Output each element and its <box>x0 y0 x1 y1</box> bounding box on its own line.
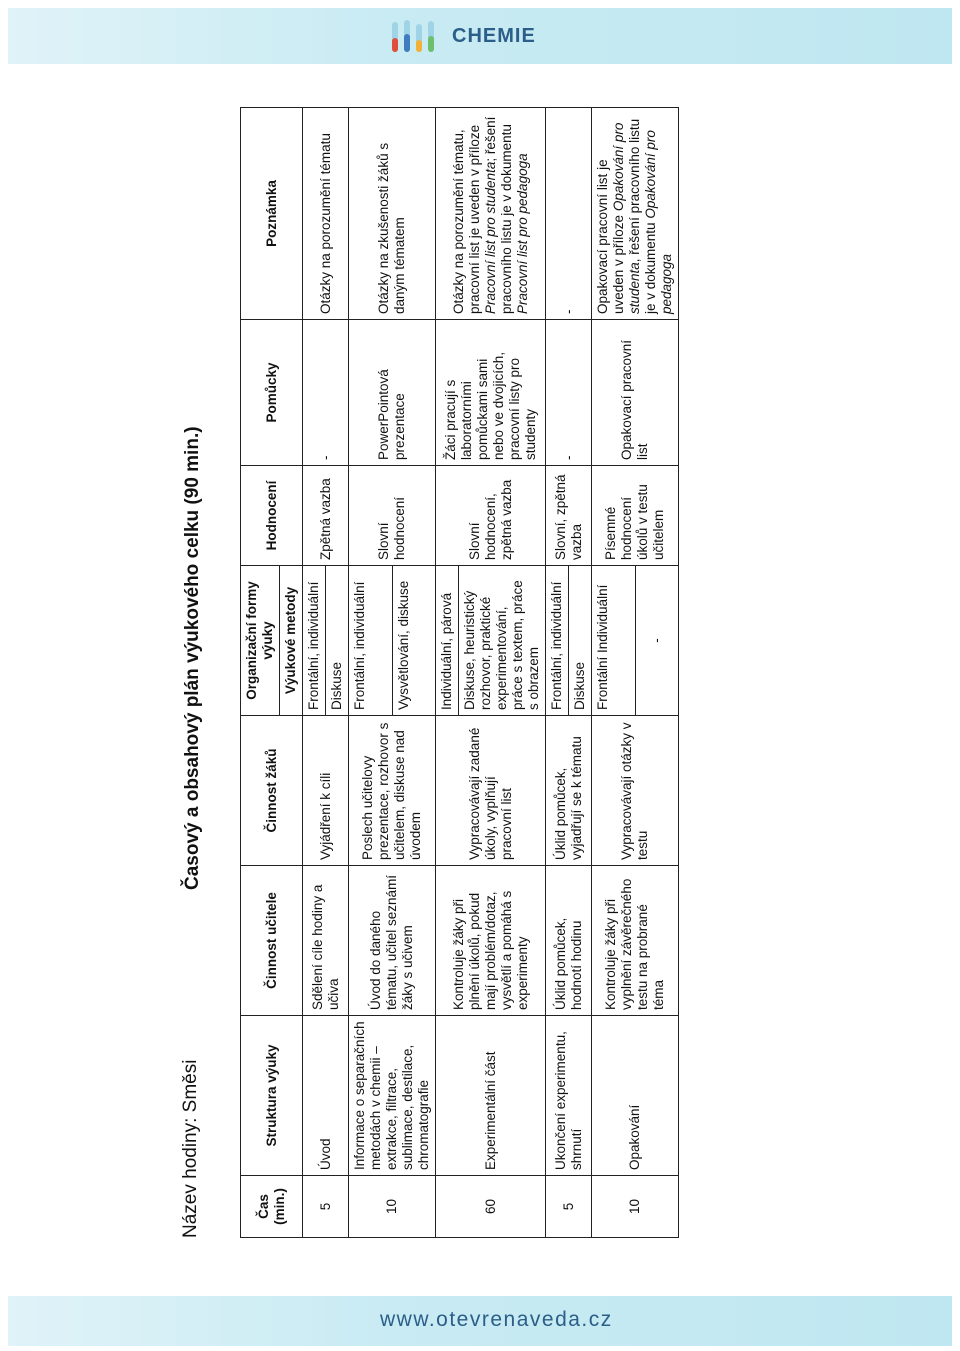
test-tubes-icon <box>388 18 448 58</box>
note-text: Otázky na porozumění tématu, pracovní list je uveden v příloze <box>450 124 482 314</box>
cell-teacher: Kontroluje žáky při vyplnění závěrečného testu na probrané téma <box>592 866 679 1016</box>
note-text: , řešení pracovního listu je v dokumentu <box>627 118 658 314</box>
footer-url[interactable]: www.otevrenaveda.cz <box>380 1308 613 1331</box>
col-header-students: Činnost žáků <box>241 716 303 866</box>
cell-org: Frontální, individuální <box>349 566 393 716</box>
cell-org: Frontální Individuální <box>592 566 636 716</box>
cell-method: Diskuse <box>326 566 349 716</box>
cell-aids: Žáci pracují s laboratorními pomůckami sami nebo ve dvojicích, pracovní listy pro studenty <box>436 320 546 466</box>
cell-structure: Informace o separačních metodách v chemii – extrakce, filtrace, sublimace, destilace, chromatografie <box>349 1016 436 1176</box>
cell-time: 5 <box>303 1176 349 1238</box>
cell-teacher: Úvod do daného tématu, učitel seznámí žáky s učivem <box>349 866 436 1016</box>
cell-structure: Úvod <box>303 1016 349 1176</box>
note-document-name: Pracovní list pro studenta <box>482 161 498 314</box>
cell-time: 10 <box>349 1176 436 1238</box>
cell-aids: Opakovací pracovní list <box>592 320 679 466</box>
note-document-name: Opakování pro studenta <box>611 122 642 314</box>
cell-aids: PowerPointová prezentace <box>349 320 436 466</box>
cell-org: Frontální, individuální <box>546 566 569 716</box>
cell-students: Vyjádření k cíli <box>303 716 349 866</box>
col-header-structure: Struktura výuky <box>241 1016 303 1176</box>
cell-time: 5 <box>546 1176 592 1238</box>
rotated-page-content <box>178 70 960 1250</box>
cell-time: 60 <box>436 1176 546 1238</box>
cell-note: - <box>546 108 592 320</box>
table-row <box>349 108 393 1238</box>
lesson-name: Název hodiny: Směsi <box>180 1059 201 1238</box>
header-banner <box>8 8 952 64</box>
col-header-teacher: Činnost učitele <box>241 866 303 1016</box>
cell-org: Frontální, individuální <box>303 566 326 716</box>
note-text: ; řešení pracovního listu je v dokumentu <box>482 116 514 314</box>
lesson-plan-table <box>240 107 679 1238</box>
note-document-name: Pracovní list pro pedagoga <box>514 153 530 314</box>
note-document-name: Opakování pro pedagoga <box>643 130 674 314</box>
cell-method: Vysvětlování, diskuse <box>392 566 436 716</box>
cell-students: Vypracovávají otázky v testu <box>592 716 679 866</box>
cell-method: - <box>635 566 679 716</box>
table-row <box>436 108 459 1238</box>
cell-note <box>436 108 546 320</box>
subject-label: CHEMIE <box>452 25 536 47</box>
table-row <box>546 108 569 1238</box>
cell-evaluation: Slovní hodnocení <box>349 466 436 566</box>
cell-org: Individuální, párová <box>436 566 459 716</box>
table-row <box>303 108 326 1238</box>
col-header-org-forms: Organizační formy výuky <box>241 566 280 716</box>
cell-method: Diskuse <box>569 566 592 716</box>
col-header-evaluation: Hodnocení <box>241 466 303 566</box>
cell-teacher: Kontroluje žáky při plnění úkolů, pokud mají problém/dotaz, vysvětlí a pomáhá s experimenty <box>436 866 546 1016</box>
cell-students: Vypracovávají zadané úkoly, vyplňují pracovní list <box>436 716 546 866</box>
col-header-methods: Výukové metody <box>280 566 303 716</box>
footer-banner <box>8 1296 952 1346</box>
cell-aids: - <box>303 320 349 466</box>
cell-note: Otázky na zkušenosti žáků s daným tématem <box>349 108 436 320</box>
col-header-aids: Pomůcky <box>241 320 303 466</box>
cell-structure: Ukončení experimentu, shrnutí <box>546 1016 592 1176</box>
cell-structure: Experimentální část <box>436 1016 546 1176</box>
cell-time: 10 <box>592 1176 679 1238</box>
cell-teacher: Úklid pomůcek, hodnotí hodinu <box>546 866 592 1016</box>
cell-note: Otázky na porozumění tématu <box>303 108 349 320</box>
cell-evaluation: Slovní hodnocení, zpětná vazba <box>436 466 546 566</box>
cell-aids: - <box>546 320 592 466</box>
cell-students: Poslech učitelovy prezentace, rozhovor s učitelem, diskuse nad úvodem <box>349 716 436 866</box>
plan-title: Časový a obsahový plán výukového celku (90 min.) <box>182 426 203 890</box>
cell-teacher: Sdělení cíle hodiny a učiva <box>303 866 349 1016</box>
table-header-row <box>241 108 280 1238</box>
cell-method: Diskuse, heuristický rozhovor, praktické experimentování, práce s textem, práce s obrazem <box>459 566 546 716</box>
cell-note <box>592 108 679 320</box>
col-header-note: Poznámka <box>241 108 303 320</box>
cell-evaluation: Písemné hodnocení úkolů v testu učitelem <box>592 466 679 566</box>
cell-structure: Opakování <box>592 1016 679 1176</box>
table-row <box>592 108 636 1238</box>
col-header-time: Čas (min.) <box>241 1176 303 1238</box>
cell-students: Úklid pomůcek, vyjadřují se k tématu <box>546 716 592 866</box>
note-text: Opakovací pracovní list je uveden v příloze <box>595 159 626 314</box>
cell-evaluation: Slovní, zpětná vazba <box>546 466 592 566</box>
cell-evaluation: Zpětná vazba <box>303 466 349 566</box>
